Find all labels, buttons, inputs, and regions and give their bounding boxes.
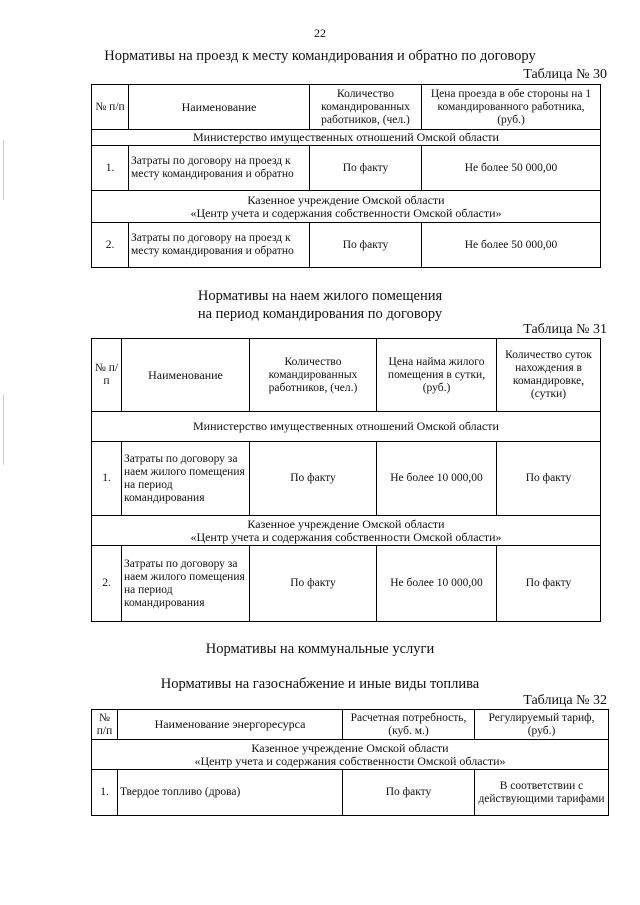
row-price: Не более 50 000,00 — [422, 146, 601, 191]
header-qty: Количество командированных работников, (чел.) — [250, 339, 377, 412]
row-name: Затраты по договору за наем жилого помещения на период командирования — [122, 442, 250, 516]
margin-mark — [3, 140, 4, 200]
section-line1: Казенное учреждение Омской области — [251, 740, 449, 755]
table-row — [92, 770, 609, 816]
row-days: По факту — [497, 546, 601, 622]
table30-label: Таблица № 30 — [523, 67, 607, 82]
table31-heading-line1: Нормативы на наем жилого помещения — [197, 288, 443, 304]
header-num: № п/п — [92, 710, 118, 740]
section-row — [92, 740, 609, 770]
table-row — [92, 442, 601, 516]
header-num: № п/п — [92, 85, 129, 130]
header-name: Наименование энергоресурса — [118, 710, 343, 740]
table32-label: Таблица № 32 — [523, 693, 607, 708]
row-qty: По факту — [250, 546, 377, 622]
section-line1: Казенное учреждение Омской области — [247, 192, 445, 207]
header-price: Цена проезда в обе стороны на 1 командированного работника, (руб.) — [422, 85, 601, 130]
page-number: 22 — [314, 26, 326, 40]
row-name: Затраты по договору на проезд к месту командирования и обратно — [129, 146, 310, 191]
table-row — [92, 223, 601, 268]
row-qty: По факту — [310, 223, 422, 268]
row-num: 2. — [92, 223, 129, 268]
row-days: По факту — [497, 442, 601, 516]
header-price: Цена найма жилого помещения в сутки, (руб.) — [377, 339, 497, 412]
table-row — [92, 146, 601, 191]
header-num: № п/п — [92, 339, 122, 412]
header-days: Количество суток нахождения в командировке, (сутки) — [497, 339, 601, 412]
row-name: Затраты по договору за наем жилого помещения на период командирования — [122, 546, 250, 622]
section-row — [92, 516, 601, 546]
table32-heading: Нормативы на газоснабжение и иные виды топлива — [160, 676, 480, 692]
row-price: Не более 50 000,00 — [422, 223, 601, 268]
row-price: Не более 10 000,00 — [377, 546, 497, 622]
header-name: Наименование — [122, 339, 250, 412]
table31 — [91, 338, 601, 622]
header-qty: Количество командированных работников, (чел.) — [310, 85, 422, 130]
table-row — [92, 546, 601, 622]
section-line2: «Центр учета и содержания собственности Омской области» — [190, 205, 502, 220]
margin-mark — [3, 395, 4, 465]
section-row: Министерство имущественных отношений Омской области — [92, 130, 601, 146]
row-tariff: В соответствии с действующими тарифами — [475, 770, 609, 816]
row-need: По факту — [343, 770, 475, 816]
utilities-heading: Нормативы на коммунальные услуги — [205, 641, 435, 657]
table30-heading: Нормативы на проезд к месту командирования и обратно по договору — [104, 48, 536, 64]
row-name: Затраты по договору на проезд к месту командирования и обратно — [129, 223, 310, 268]
header-name: Наименование — [129, 85, 310, 130]
row-num: 2. — [92, 546, 122, 622]
row-price: Не более 10 000,00 — [377, 442, 497, 516]
table31-label: Таблица № 31 — [523, 322, 607, 337]
row-qty: По факту — [310, 146, 422, 191]
header-need: Расчетная потребность, (куб. м.) — [343, 710, 475, 740]
table32 — [91, 709, 609, 816]
header-tariff: Регулируемый тариф, (руб.) — [475, 710, 609, 740]
section-row: Министерство имущественных отношений Омской области — [92, 412, 601, 442]
table31-heading-line2: на период командирования по договору — [197, 306, 443, 322]
row-num: 1. — [92, 442, 122, 516]
row-name: Твердое топливо (дрова) — [118, 770, 343, 816]
row-num: 1. — [92, 770, 118, 816]
section-line2: «Центр учета и содержания собственности Омской области» — [194, 753, 506, 768]
section-line2: «Центр учета и содержания собственности Омской области» — [190, 529, 502, 544]
table30 — [91, 84, 601, 268]
section-line1: Казенное учреждение Омской области — [247, 516, 445, 531]
row-qty: По факту — [250, 442, 377, 516]
section-row — [92, 191, 601, 223]
row-num: 1. — [92, 146, 129, 191]
